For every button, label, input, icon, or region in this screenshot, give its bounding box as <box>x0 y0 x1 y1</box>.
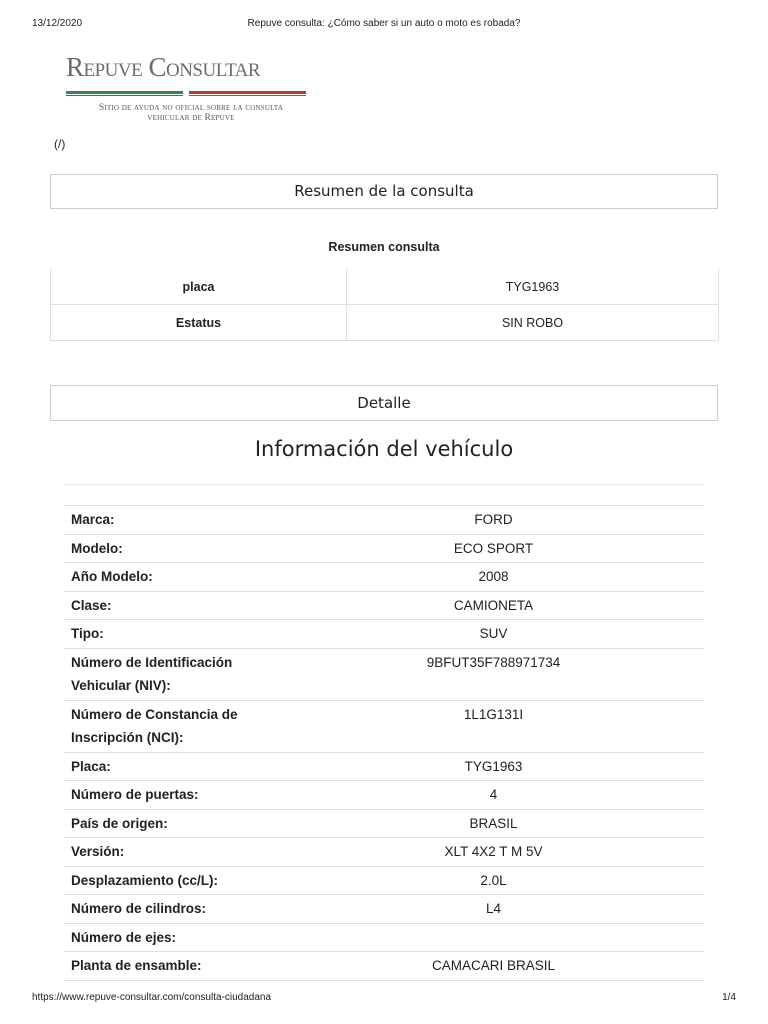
vehicle-info-key: Planta de ensamble: <box>64 952 283 981</box>
print-page-number: 1/4 <box>722 992 736 1003</box>
print-footer-url: https://www.repuve-consultar.com/consulta-ciudadana <box>32 992 272 1003</box>
vehicle-info-row <box>64 620 704 649</box>
vehicle-info-value: 1L1G131I <box>283 700 704 752</box>
summary-row <box>51 305 719 341</box>
vehicle-info-key: País de origen: <box>64 809 283 838</box>
logo-subtitle-line1: Sitio de ayuda no oficial sobre la consulta <box>98 103 284 113</box>
vehicle-info-value: CAMACARI BRASIL <box>283 952 704 981</box>
vehicle-info-value: SUV <box>283 620 704 649</box>
print-page-title: Repuve consulta: ¿Cómo saber si un auto o moto es robada? <box>247 18 521 29</box>
logo-subtitle <box>66 103 316 123</box>
vehicle-info-key: Marca: <box>64 506 283 535</box>
vehicle-info-key: Clase: <box>64 591 283 620</box>
vehicle-info-row <box>64 591 704 620</box>
vehicle-info-value: TYG1963 <box>283 752 704 781</box>
vehicle-info-table <box>64 505 704 981</box>
vehicle-info-key: Desplazamiento (cc/L): <box>64 866 283 895</box>
logo-title: Repuve Consultar <box>66 52 261 82</box>
vehicle-info-key: Número de Constancia de Inscripción (NCI): <box>64 700 283 752</box>
vehicle-info-key: Tipo: <box>64 620 283 649</box>
vehicle-info-value: 2.0L <box>283 866 704 895</box>
logo-flag-stripe-thin <box>66 95 306 96</box>
vehicle-info-row <box>64 534 704 563</box>
vehicle-info-row <box>64 648 704 700</box>
vehicle-info-value: FORD <box>283 506 704 535</box>
vehicle-info-value: ECO SPORT <box>283 534 704 563</box>
vehicle-info-value: 4 <box>283 781 704 810</box>
summary-table <box>50 269 719 341</box>
vehicle-info-value: 9BFUT35F788971734 <box>283 648 704 700</box>
vehicle-info-row <box>64 809 704 838</box>
vehicle-info-row <box>64 838 704 867</box>
summary-panel-title: Resumen de la consulta <box>50 174 718 209</box>
vehicle-info-row <box>64 781 704 810</box>
vehicle-info-key: Año Modelo: <box>64 563 283 592</box>
vehicle-info-row <box>64 700 704 752</box>
summary-row <box>51 269 719 305</box>
vehicle-info-row <box>64 506 704 535</box>
logo-flag-stripe <box>66 91 306 94</box>
vehicle-info-value: CAMIONETA <box>283 591 704 620</box>
vehicle-info-key: Número de ejes: <box>64 923 283 952</box>
vehicle-info-key: Placa: <box>64 752 283 781</box>
vehicle-info-value: 2008 <box>283 563 704 592</box>
summary-value: SIN ROBO <box>347 305 719 341</box>
site-logo[interactable] <box>66 52 316 123</box>
vehicle-info-row <box>64 752 704 781</box>
print-date: 13/12/2020 <box>32 18 83 29</box>
summary-key: placa <box>51 269 347 305</box>
divider <box>64 484 704 485</box>
vehicle-info-value: BRASIL <box>283 809 704 838</box>
vehicle-info-value: XLT 4X2 T M 5V <box>283 838 704 867</box>
vehicle-info-row <box>64 866 704 895</box>
vehicle-info-value <box>283 923 704 952</box>
home-link[interactable]: (/) <box>54 137 66 151</box>
vehicle-info-row <box>64 923 704 952</box>
vehicle-info-value: L4 <box>283 895 704 924</box>
summary-value: TYG1963 <box>347 269 719 305</box>
vehicle-info-row <box>64 563 704 592</box>
vehicle-info-row <box>64 895 704 924</box>
summary-key: Estatus <box>51 305 347 341</box>
vehicle-info-key: Modelo: <box>64 534 283 563</box>
vehicle-info-heading: Información del vehículo <box>254 437 514 461</box>
logo-subtitle-line2: vehicular de Repuve <box>147 113 235 123</box>
vehicle-info-key: Número de Identificación Vehicular (NIV): <box>64 648 283 700</box>
vehicle-info-row <box>64 952 704 981</box>
summary-caption: Resumen consulta <box>328 240 440 254</box>
vehicle-info-key: Número de cilindros: <box>64 895 283 924</box>
vehicle-info-key: Número de puertas: <box>64 781 283 810</box>
vehicle-info-key: Versión: <box>64 838 283 867</box>
detail-panel-title: Detalle <box>50 385 718 421</box>
